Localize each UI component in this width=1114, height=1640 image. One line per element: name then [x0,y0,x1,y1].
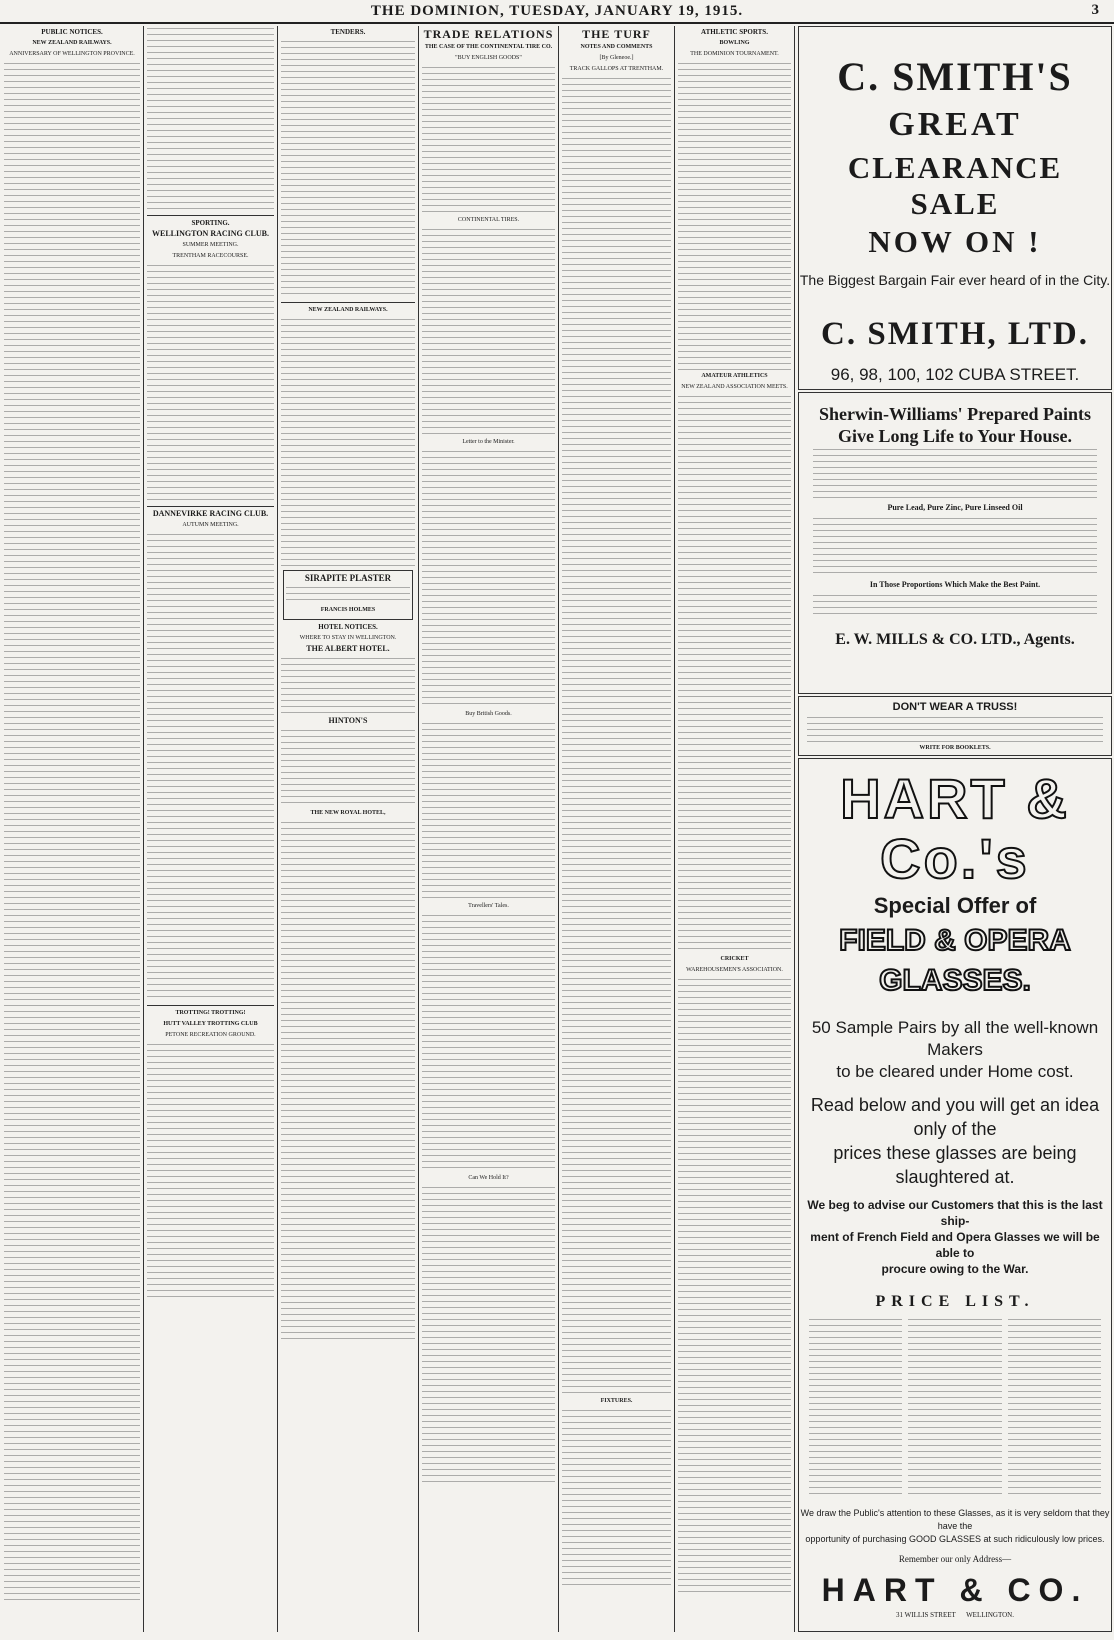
sirapite-title: SIRAPITE PLASTER [304,573,392,583]
column-the-turf [562,26,671,1632]
page-number: 3 [1091,2,1100,18]
hart-city: WELLINGTON. [966,1611,1014,1619]
race-text [147,532,274,1002]
truss-text [807,715,1103,743]
sw-text [813,593,1097,619]
sw-proportions: In Those Proportions Which Make the Best Paint. [869,580,1041,589]
article-text [678,977,791,1597]
meeting-name: AUTUMN MEETING. [182,522,239,528]
hart-special-offer: Special Offer of [873,893,1037,918]
price-list-column [809,1317,902,1497]
column-sporting [147,26,274,1632]
article-subheading: NOTES AND COMMENTS [580,44,653,50]
hart-remember: Remember our only Address— [898,1554,1012,1564]
hotel-text [281,820,415,1340]
hart-line-3: Read below and you will get an idea only of the [810,1095,1100,1139]
hart-glasses-ad [798,758,1112,1632]
article-subheading: Can We Hold It? [468,1175,509,1181]
sw-pure: Pure Lead, Pure Zinc, Pure Linseed Oil [887,503,1023,512]
tender-text [281,317,415,567]
section-heading: PUBLIC NOTICES. [41,28,103,36]
notice-text [4,61,140,1601]
section-heading: TENDERS. [330,28,366,36]
meeting-name: SUMMER MEETING. [182,242,239,248]
article-subheading: THE CASE OF THE CONTINENTAL TIRE CO. [424,44,553,50]
amateur-subheading: NEW ZEALAND ASSOCIATION MEETS. [681,384,788,390]
hart-footer-2: opportunity of purchasing GOOD GLASSES at such ridiculously low prices. [805,1534,1105,1544]
hotel-subheading: WHERE TO STAY IN WELLINGTON. [299,635,397,641]
column-rule [418,26,419,1632]
hart-field-opera: FIELD & OPERA GLASSES. [839,924,1071,997]
article-text [562,76,671,1396]
hart-line-1: 50 Sample Pairs by all the well-known Makers [811,1018,1099,1059]
masthead-title: THE DOMINION, TUESDAY, JANUARY 19, 1915. [370,2,744,19]
article-subheading: Letter to the Minister. [462,439,515,445]
truss-heading: DON'T WEAR A TRUSS! [892,701,1018,713]
fixtures-text [562,1408,671,1588]
notice-text [147,26,274,212]
hart-line-2: to be cleared under Home cost. [836,1062,1074,1081]
smith-name: C. SMITH'S [837,54,1073,99]
hart-address [799,1611,1111,1619]
trotting-heading: TROTTING! TROTTING! [175,1010,246,1016]
hotel-text [281,656,415,716]
column-rule [277,26,278,1632]
tender-text [281,39,415,299]
smith-clearance: CLEARANCE SALE [847,150,1063,221]
smith-address: 96, 98, 100, 102 CUBA STREET. [830,365,1080,384]
race-text [147,263,274,503]
truss-ad [798,696,1112,756]
byline: [By Gleneoe.] [599,55,634,61]
hotel-name: THE ALBERT HOTEL. [306,644,390,653]
article-subheading: Travellers' Tales. [468,903,509,909]
sirapite-ad [283,570,413,620]
notice-heading: NEW ZEALAND RAILWAYS. [32,40,112,46]
price-list [809,1317,1101,1497]
column-tenders-hotels [281,26,415,1632]
hart-street: 31 WILLIS STREET [896,1611,956,1619]
masthead [0,0,1114,24]
article-text [422,227,555,437]
notice-subheading: ANNIVERSARY OF WELLINGTON PROVINCE. [9,51,135,57]
sirapite-agent: FRANCIS HOLMES [320,607,376,613]
article-subheading: CONTINENTAL TIRES. [457,217,520,223]
trotting-club: HUTT VALLEY TROTTING CLUB [163,1021,258,1027]
smith-tagline: The Biggest Bargain Fair ever heard of in the City. [799,272,1111,288]
price-list-heading: PRICE LIST. [875,1293,1035,1310]
cricket-heading: CRICKET [720,956,749,962]
price-list-column [1008,1317,1101,1497]
column-rule [674,26,675,1632]
hart-line-5: We beg to advise our Customers that this is the last ship- [807,1198,1103,1228]
sw-text [813,447,1097,499]
column-athletic-sports [678,26,791,1632]
sw-title-2: Give Long Life to Your House. [837,426,1072,446]
hart-footer-name: HART & CO. [821,1572,1089,1608]
section-heading: SPORTING. [191,219,230,227]
sw-text [813,516,1097,576]
hart-line-6: ment of French Field and Opera Glasses we will be able to [810,1230,1100,1260]
hart-line-4: prices these glasses are being slaughtered at. [833,1143,1077,1187]
bowling-subheading: THE DOMINION TOURNAMENT. [690,51,779,57]
bowling-heading: BOWLING [719,40,750,46]
railways-heading: NEW ZEALAND RAILWAYS. [308,307,388,313]
race-text [147,1042,274,1302]
article-text [422,449,555,709]
column-public-notices [4,26,140,1632]
sw-agents: E. W. MILLS & CO. LTD., Agents. [835,631,1075,648]
article-subheading: TRACK GALLOPS AT TRENTHAM. [569,66,664,72]
article-text [678,394,791,954]
article-text [678,61,791,371]
sherwin-williams-ad [798,392,1112,694]
smith-clearance-ad [798,26,1112,390]
article-text [422,65,555,215]
hart-footer-1: We draw the Public's attention to these Glasses, as it is very seldom that they have the [800,1508,1110,1531]
section-heading: THE TURF [582,27,651,41]
column-rule [794,26,795,1632]
fixtures-heading: FIXTURES. [600,1398,633,1404]
column-rule [143,26,144,1632]
article-quote: "BUY ENGLISH GOODS" [455,55,522,61]
column-trade-relations [422,26,555,1632]
sw-title-1: Sherwin-Williams' Prepared Paints [818,404,1091,424]
smith-now-on: NOW ON ! [868,224,1042,259]
club-name: WELLINGTON RACING CLUB. [152,229,269,238]
club-name: DANNEVIRKE RACING CLUB. [152,509,269,518]
truss-footer: WRITE FOR BOOKLETS. [919,745,991,751]
hotel-name: THE NEW ROYAL HOTEL, [310,810,386,816]
hotel-name: HINTON'S [328,716,368,725]
article-subheading: Buy British Goods. [465,711,512,717]
section-heading: HOTEL NOTICES. [318,623,378,631]
article-text [422,913,555,1173]
trotting-place: PETONE RECREATION GROUND. [165,1032,256,1038]
meeting-place: TRENTHAM RACECOURSE. [172,253,249,259]
smith-great: GREAT [888,106,1022,143]
column-rule [558,26,559,1632]
section-heading: ATHLETIC SPORTS. [701,28,768,36]
article-text [422,721,555,901]
section-heading: TRADE RELATIONS [423,27,554,41]
hart-name: HART & Co.'s [840,767,1070,890]
smith-ltd: C. SMITH, LTD. [821,316,1089,352]
cricket-subheading: WAREHOUSEMEN'S ASSOCIATION. [686,967,783,973]
hart-line-7: procure owing to the War. [881,1262,1029,1276]
price-list-column [908,1317,1001,1497]
hotel-text [281,728,415,808]
article-text [422,1185,555,1485]
amateur-heading: AMATEUR ATHLETICS [701,373,768,379]
